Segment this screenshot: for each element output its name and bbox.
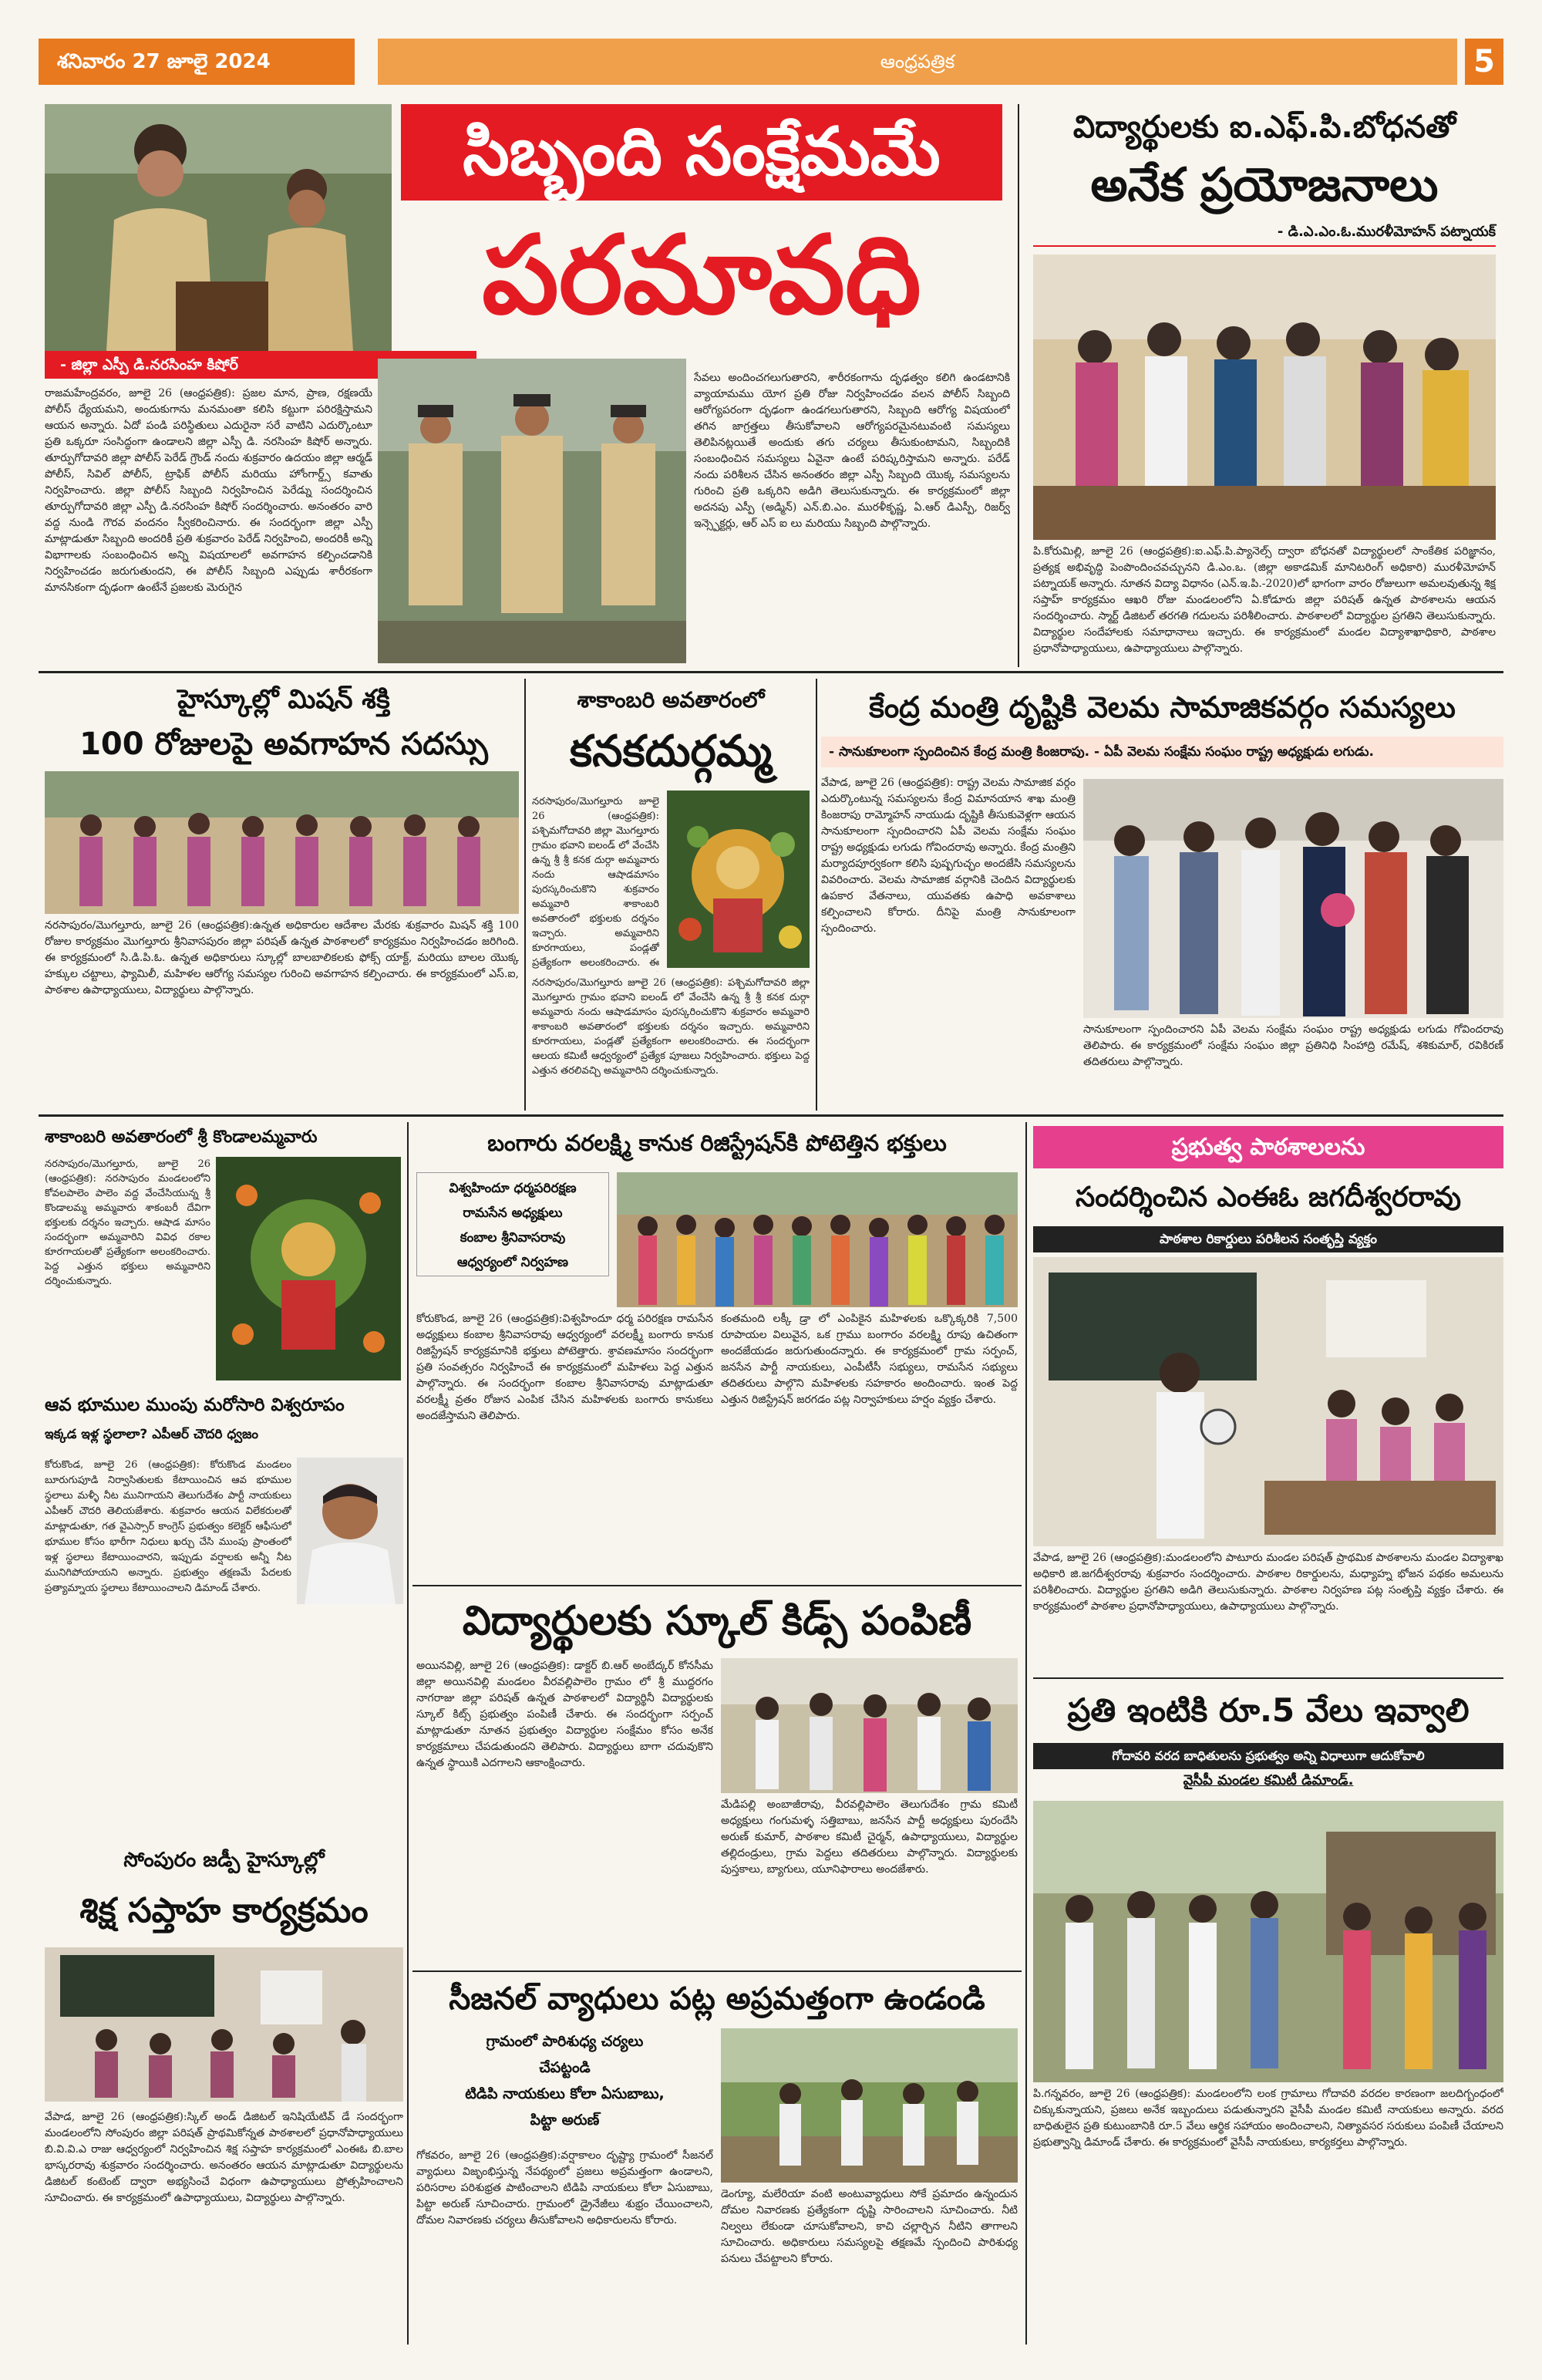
varalakshmi-sub-line-3: కంబాల శ్రీనివాసరావు (460, 1230, 566, 1246)
column-divider (816, 679, 817, 1111)
velama-body-col2: సానుకూలంగా స్పందించారని ఏపీ వెలమ సంక్షేమ సంఘం రాష్ట్ర అధ్యక్షుడు లగుడు గోవిందరావు తెలిపారు. ఈ కార్యక్రమంలో సంక్షేమ సంఘం జిల్లా ప్రతినిధి సింహాద్రి రమేష్, శశికుమార్, రవికిరణ్ తదితరులు పాల్గొన్నారు. (1083, 1023, 1503, 1068)
mission-students-photo (45, 771, 519, 914)
relief-headline: ప్రతి ఇంటికి రూ.5 వేలు ఇవ్వాలి (1067, 1691, 1470, 1729)
kits-body-col1: అయినవిల్లి, జూలై 26 (ఆంధ్రపత్రిక): డాక్టర్ బి.ఆర్ అంబేద్కర్ కోనసీమ జిల్లా అయినవిల్లి మండలం వీరవల్లిపాలెం గ్రామం లో శ్రీ ముద్దరగం నాగరాజు జిల్లా పరిషత్ ఉన్నత పాఠశాలలో విద్యార్థినీ విద్యార్థులకు స్కూల్ కిట్స్ ప్రభుత్వం పంపిణీ చేశారు. ఈ సందర్భంగా సర్పంచ్ మాట్లాడుతూ నూతన ప్రభుత్వం విద్యార్థుల సంక్షేమం కోసం అనేక కార్యక్రమాలు చేపడుతుందని తెలిపారు. విద్యార్థులు బాగా చదువుకొని ఉన్నత స్థాయికి ఎదగాలని ఆకాంక్షించారు. (416, 1660, 713, 1769)
lead-body-col2: సేవలు అందించగలుగుతారని, శారీరకంగాను దృఢత్వం కలిగి ఉండటానికి వ్యాయామము యోగ ప్రతి రోజు నిర్వహించడం వలన పోలీస్ సిబ్బంది ఆరోగ్యపరంగా దృఢంగా ఉండగలుగుతారని, సిబ్బంది ఆరోగ్య విషయంలో తగిన జాగ్రత్తలు తీసుకోవాలని ఆరోగ్యపరమైనటువంటి సమస్యలు తెలిపినట్లయితే అందుకు తగు చర్యలు తీసుకుంటామని, సిబ్బందికి సంబంధించిన సమస్యలు ఏవైనా ఉంటే పరిష్కరిస్తామని అన్నారు. పరేడ్ నందు పరిశీలన చేసిన అనంతరం జిల్లా ఎస్పీ సిబ్బంది యొక్క సమస్యలను గురించి ప్రతి ఒక్కరిని అడిగి తెలుసుకున్నారు. ఈ కార్యక్రమంలో జిల్లా అదనపు ఎస్పీ (అడ్మిన్) ఎన్.బి.ఎం. మురళీకృష్ణ, ఏ.ఆర్ డిఎస్పీ, రిజర్వ్ ఇన్స్పెక్టర్లు, ఆర్ ఎస్ ఐ లు మరియు సిబ్బంది పాల్గొన్నారు. (694, 372, 1010, 530)
chowdary-portrait-photo (297, 1458, 403, 1604)
lands-subheadline: ఇక్కడ ఇళ్ల స్థలాలా? ఎపీఆర్ చౌదరి ధ్వజం (45, 1427, 259, 1442)
ifp-headline-1: విద్యార్థులకు ఐ.ఎఫ్.పి.బోధనతో (1072, 110, 1456, 145)
section-divider (412, 1585, 1022, 1586)
lead-headline-1: సిబ్బంది సంక్షేమమే (401, 104, 1002, 201)
seasonal-sub-line-2: చేపట్టండి (539, 2059, 591, 2076)
relief-subheadline-2: వైసీపీ మండల కమిటీ డిమాండ్. (1183, 1772, 1354, 1788)
velama-byline: - సానుకూలంగా స్పందించిన కేంద్ర మంత్రి కింజరాపు. - ఏపీ వెలమ సంక్షేమ సంఘం రాష్ట్ర అధ్యక్షుడు లగుడు. (821, 737, 1503, 767)
paper-name: ఆంధ్రపత్రిక (378, 39, 1457, 85)
registration-crowd-photo (617, 1172, 1018, 1307)
kanaka-body-more: నరసాపురం/మొగల్తూరు జూలై 26 (ఆంధ్రపత్రిక): పశ్చిమగోదావరి జిల్లా మొగల్తూరు గ్రామం భవాని ఐలండ్ లో వేంచేసి ఉన్న శ్రీ శ్రీ కనక దుర్గా అమ్మవారు నందు ఆషాడమాసం పురస్కరించుకొని శుక్రవారం అమ్మవారి శాకాంబరి అవతారంలో భక్తులకు దర్శనం ఇచ్చారు. అమ్మవారిని కూరగాయలు, పండ్లతో ప్రత్యేకంగా అలంకరించారు. ఈ సందర్భంగా ఆలయ కమిటీ ఆధ్వర్యంలో ప్రత్యేక పూజలు నిర్వహించారు. భక్తులు పెద్ద ఎత్తున తరలివచ్చి అమ్మవారిని దర్శించుకున్నారు. (532, 977, 810, 1077)
konda-goddess-photo (216, 1157, 401, 1380)
sompuram-headline-1: సోంపురం జడ్పీ హైస్కూల్లో (123, 1849, 325, 1872)
goddess-photo (667, 791, 810, 968)
salute-photo (378, 359, 686, 663)
section-divider (39, 1114, 1503, 1117)
ifp-classroom-photo (1033, 255, 1496, 540)
sp-speaking-photo (45, 104, 392, 351)
seasonal-sub-line-4: పిట్టా అరుణ్ (530, 2112, 600, 2129)
flood-visit-photo (1033, 1801, 1503, 2082)
seasonal-body-col1: గోకవరం, జూలై 26 (ఆంధ్రపత్రిక):వర్షాకాలం దృష్ట్యా గ్రామంలో సీజనల్ వ్యాధులు విజృంభిస్తున్న నేపథ్యంలో ప్రజలు అప్రమత్తంగా ఉండాలని, పరిసరాల పరిశుభ్రత పాటించాలని టిడిపి నాయకులు కోలా ఏసుబాబు, పిట్టా అరుణ్ సూచించారు. గ్రామంలో డ్రైనేజీలు శుభ్రం చేయించాలని, దోమల నివారణకు చర్యలు తీసుకోవాలని అధికారులను కోరారు. (416, 2149, 713, 2227)
lead-headline-2: పరమావధి (482, 213, 921, 339)
seasonal-sub-line-1: గ్రామంలో పారిశుధ్య చర్యలు (486, 2033, 644, 2050)
minister-meeting-photo (1083, 779, 1503, 1018)
column-divider (524, 679, 526, 1111)
ifp-body: పి.కోరుమిల్లి, జూలై 26 (ఆంధ్రపత్రిక):ఐ.ఎఫ్.పి.ప్యానెల్స్ ద్వారా బోధనతో విద్యార్థులలో సాంకేతిక పరిజ్ఞానం, ప్రత్యక్ష అభివృద్ధి పెంపొందించవచ్చునని డి.ఎం.ఒ. (జిల్లా అకాడమిక్ మానిటరింగ్ అధికారి) మురళీమోహన్ పట్నాయక్ అన్నారు. నూతన విద్యా విధానం (ఎన్.ఇ.పి.-2020)లో భాగంగా వారం రోజులుగా అమలవుతున్న శిక్ష సప్తాహ్ కార్యక్రమం ఆఖరి రోజు మండలంలోని ఏ.కోడూరు జిల్లా పరిషత్ ఉన్నత పాఠశాలను ఆయన సందర్శించారు. స్మార్ట్ డిజిటల్ తరగతి గదులను పరిశీలించారు. పాఠశాలలో విద్యార్థుల ప్రగతిని తెలుసుకున్నారు. విద్యార్థుల సందేహాలకు సమాధానాలు ఇచ్చారు. ఈ కార్యక్రమంలో మండల విద్యాశాఖాధికారి, పాఠశాల ప్రధానోపాధ్యాయులు, ఉపాధ్యాయులు పాల్గొన్నారు. (1033, 545, 1496, 655)
relief-subheadline-1: గోదావరి వరద బాధితులను ప్రభుత్వం అన్ని విధాలుగా ఆదుకోవాలి (1033, 1743, 1503, 1769)
mandal-headline-1: ప్రభుత్వ పాఠశాలలను (1033, 1126, 1503, 1168)
ifp-byline: - డి.ఎ.ఎం.ఓ.మురళీమోహన్ పట్నాయక్ (1033, 224, 1496, 247)
varalakshmi-sub-line-1: విశ్వహిందూ ధర్మపరిరక్షణ (449, 1181, 577, 1196)
sompuram-body: వేపాడ, జూలై 26 (ఆంధ్రపత్రిక):స్కిల్ అండ్ డిజిటల్ ఇనిషియేటివ్ డే సందర్భంగా మండలంలోని సోంపురం జిల్లా పరిషత్ ప్రాథమికోన్నత పాఠశాలలో ప్రధానోపాధ్యాయులు బి.వి.వి.ఎ రాజు ఆధ్వర్యంలో నిర్వహించిన శిక్ష సప్తాహ కార్యక్రమంలో ఎంఈఓ బి.బాల భాస్కరరావు శుక్రవారం సందర్శించారు. అనంతరం ఆయన మాట్లాడుతూ విద్యార్థులను డిజిటల్ కంటెంట్ ద్వారా అభ్యసించే విధంగా ఉపాధ్యాయులు ప్రోత్సహించాలని సూచించారు. ఈ కార్యక్రమంలో ఉపాధ్యాయులు, విద్యార్థులు పాల్గొన్నారు. (45, 2111, 403, 2204)
kits-distribution-photo (721, 1658, 1018, 1793)
column-divider (1018, 104, 1019, 667)
column-divider (407, 1122, 409, 2345)
konda-body: నరసాపురం/మొగల్తూరు, జూలై 26 (ఆంధ్రపత్రిక): నరసాపురం మండలంలోని కోవలపాలెం పాలెం వద్ద వేంచేసియున్న శ్రీ కొండాలమ్మ అమ్మవారు శాకంబరీ దేవిగా భక్తులకు దర్శనం ఇచ్చారు. ఆషాడ మాసం సందర్భంగా అమ్మవారిని వివిధ రకాల కూరగాయలతో ప్రత్యేకంగా అలంకరించారు. పెద్ద ఎత్తున భక్తులు అమ్మవారిని దర్శించుకున్నారు. (45, 1158, 210, 1287)
varalakshmi-headline: బంగారు వరలక్ష్మి కానుక రిజిస్ట్రేషన్‌కి పోటెత్తిన భక్తులు (487, 1130, 947, 1156)
mandal-subheadline: పాఠశాల రికార్డులు పరిశీలన సంతృప్తి వ్యక్తం (1033, 1226, 1503, 1252)
kits-headline: విద్యార్థులకు స్కూల్ కిడ్స్ పంపిణీ (462, 1598, 972, 1644)
page-header (39, 39, 1503, 85)
kanaka-headline-2: కనకదుర్గమ్మ (569, 726, 773, 777)
page-number: 5 (1465, 39, 1503, 85)
varalakshmi-sub-line-2: రామసేన అధ్యక్షులు (463, 1205, 563, 1221)
varalakshmi-subhead-box (416, 1172, 609, 1276)
mandal-headline-2: సందర్శించిన ఎంఈఓ జగదీశ్వరరావు (1075, 1182, 1462, 1213)
varalakshmi-body-col1: కోరుకొండ, జూలై 26 (ఆంధ్రపత్రిక):విశ్వహిందూ ధర్మ పరిరక్షణ రామసేన అధ్యక్షులు కంబాల శ్రీనివాసరావు ఆధ్వర్యంలో వరలక్ష్మీ బంగారు కానుక రిజిస్ట్రేషన్ కార్యక్రమానికి భక్తులు పోటెత్తారు. శ్రావణమాసం సందర్భంగా ప్రతి సంవత్సరం నిర్వహించే ఈ కార్యక్రమంలో మహిళలు పెద్ద ఎత్తున పాల్గొన్నారు. ఈ సందర్భంగా కంబాల శ్రీనివాసరావు మాట్లాడుతూ వరలక్ష్మీ వ్రతం రోజున ఎంపిక చేసిన మహిళలకు బంగారు కానుకలు అందజేస్తామని తెలిపారు. (416, 1313, 713, 1422)
section-divider (39, 671, 1503, 673)
lands-headline: ఆవ భూముల ముంపు మరోసారి విశ్వరూపం (45, 1395, 345, 1415)
sompuram-classroom-photo (45, 1947, 403, 2102)
relief-body: పి.గన్నవరం, జూలై 26 (ఆంధ్రపత్రిక): మండలంలోని లంక గ్రామాలు గోదావరి వరదల కారణంగా జలదిగ్బంధంలో చిక్కుకున్నాయని, ప్రజలు అనేక ఇబ్బందులు పడుతున్నారని వైసీపీ మండల కమిటీ నాయకులు అన్నారు. వరద బాధితులైన ప్రతి కుటుంబానికి రూ.5 వేలు ఆర్థిక సహాయం అందించాలని, నిత్యావసర సరుకులు పంపిణీ చేయాలని ప్రభుత్వాన్ని డిమాండ్ చేశారు. ఈ కార్యక్రమంలో వైసీపీ నాయకులు, కార్యకర్తలు పాల్గొన్నారు. (1033, 2088, 1503, 2149)
lead-byline: - జిల్లా ఎస్పీ డి.నరసింహ కిషోర్ (45, 351, 476, 379)
kanaka-body-intro: నరసాపురం/మొగల్తూరు జూలై 26 (ఆంధ్రపత్రిక): పశ్చిమగోదావరి జిల్లా మొగల్తూరు గ్రామం భవాని ఐలండ్ లో వేంచేసి ఉన్న శ్రీ శ్రీ కనక దుర్గా అమ్మవారు నందు ఆషాడమాసం పురస్కరించుకొని శుక్రవారం అమ్మవారి శాకాంబరి అవతారంలో భక్తులకు దర్శనం ఇచ్చారు. అమ్మవారిని కూరగాయలు, పండ్లతో ప్రత్యేకంగా అలంకరించారు. ఈ (532, 796, 659, 969)
seasonal-sub-line-3: టిడిపి నాయకులు కోలా ఏసుబాబు, (465, 2085, 665, 2102)
mission-body: నరసాపురం/మొగల్తూరు, జూలై 26 (ఆంధ్రపత్రిక):ఉన్నత అధికారుల ఆదేశాల మేరకు శుక్రవారం మిషన్ శక్తి 100 రోజుల కార్యక్రమం మొగల్తూరు శ్రీనివాసపురం జిల్లా పరిషత్ ఉన్నత పాఠశాలలో కార్యక్రమం నిర్వహించడం జరిగింది. ఈ కార్యక్రమంలో సి.డి.పి.ఓ. ఉన్నత అధికారులు స్కూల్లో బాలబాలికలకు ఫోక్స్ యాక్ట్, మరియు బాలల యొక్క హక్కుల చట్టాలు, ఫ్యామిలీ, మహిళల ఆరోగ్య సమస్యల గురించి అవగాహన కల్పించారు. ఈ కార్యక్రమంలో ఎస్.ఐ, పాఠశాల ఉపాధ్యాయులు, విద్యార్థులు పాల్గొన్నారు. (45, 919, 519, 996)
kanaka-headline-1: శాకాంబరి అవతారంలో (577, 687, 765, 713)
lead-body-col1: రాజమహేంద్రవరం, జూలై 26 (ఆంధ్రపత్రిక): ప్రజల మాన, ప్రాణ, రక్షణయే పోలీస్ ధ్యేయమని, అందుకుగాను మనమంతా కలిసి కట్టుగా పరిరక్షిస్తామని ఆయన అన్నారు. ఏదో పండి పరిస్థితులు ఎదురైనా సరే వాటిని ఎదుర్కొంటూ ప్రతి ఒక్కరూ సంసిద్ధంగా ఉండాలని జిల్లా ఎస్పీ డి. నరసింహ కిషోర్ అన్నారు. తూర్పుగోదావరి జిల్లా పోలీస్ పెరేడ్ గ్రౌండ్ నందు శుక్రవారం ఉదయం జిల్లా ఆర్మడ్ పోలీస్, సివిల్ పోలీస్, ట్రాఫిక్ పోలీస్ మరియు హోంగార్డ్స్ కవాతు నిర్వహించారు. జిల్లా పోలీస్ సిబ్బంది నిర్వహించిన పెరేడ్ను సందర్శించిన తూర్పుగోదావరి జిల్లా ఎస్పీ డి.నరసింహ కిషోర్ సందర్శించారు. అనంతరం వారి వద్ద నుండి గౌరవ వందనం స్వీకరించినారు. ఈ సందర్భంగా జిల్లా ఎస్పీ మాట్లాడుతూ సిబ్బంది అందరికీ ప్రతి శుక్రవారం పెరేడ్ నిర్వహించి, అందరికీ అన్ని విభాగాలకు సంబంధించిన అన్ని విషయాలలో అవగాహన కల్పించడానికి నిర్వహించడం జరుగుతుందని, ఈ పోలీస్ సిబ్బంది ఎప్పుడు శారీరకంగా మానసికంగా దృఢంగా ఉంటేనే ప్రజలకు మెరుగైన (45, 387, 372, 594)
varalakshmi-body-col2: కంతమంది లక్కీ డ్రా లో ఎంపికైన మహిళలకు ఒక్కొక్కరికి 7,500 రూపాయల విలువైన, ఒక గ్రాము బంగారం వరలక్ష్మి రూపు ఉచితంగా అందజేయడం జరుగుతుందన్నారు. ఈ కార్యక్రమంలో గ్రామ సర్పంచ్, జనసేన పార్టీ నాయకులు, ఎంపీటీసీ సభ్యులు, రామసేన సభ్యులు తదితరులు పాల్గొని మహిళలకు సహకారం అందించారు. ఇంత పెద్ద ఎత్తున రిజిస్ట్రేషన్ జరగడం పట్ల నిర్వాహకులు హర్షం వ్యక్తం చేశారు. (721, 1313, 1018, 1406)
column-divider (1025, 1122, 1027, 2345)
seasonal-headline: సీజనల్ వ్యాధులు పట్ల అప్రమత్తంగా ఉండండి (449, 1981, 985, 2017)
seasonal-subhead-box (416, 2028, 713, 2144)
section-divider (1033, 1677, 1503, 1679)
mission-headline-2: 100 రోజులపై అవగాహన సదస్సు (79, 726, 488, 762)
issue-date: శనివారం 27 జూలై 2024 (39, 39, 355, 85)
section-divider (412, 1970, 1022, 1972)
velama-body-col1: వేపాడ, జూలై 26 (ఆంధ్రపత్రిక): రాష్ట్ర వెలమ సామాజిక వర్గం ఎదుర్కొంటున్న సమస్యలను కేంద్ర విమానయాన శాఖ మంత్రి కింజరాపు రామ్మోహన్ నాయుడు దృష్టికి తీసుకువెళ్లగా ఆయన సానుకూలంగా స్పందించారని ఏపీ వెలమ సంక్షేమ సంఘం రాష్ట్ర అధ్యక్షుడు లగుడు గోవిందరావు అన్నారు. కేంద్ర మంత్రిని మర్యాదపూర్వకంగా కలిసి పుష్పగుచ్ఛం అందజేసి సమస్యలను వివరించారు. వెలమ సామాజిక వర్గానికి చెందిన విద్యార్థులకు ఉపకార వేతనాలు, యువతకు ఉపాధి అవకాశాలు కల్పించాలని కోరారు. దీనిపై మంత్రి సానుకూలంగా స్పందించారు. (821, 777, 1076, 935)
mission-headline-1: హైస్కూల్లో మిషన్ శక్తి (177, 684, 390, 715)
kits-body-col2: మేడిపల్లి అంబాజీరావు, వీరవల్లిపాలెం తెలుగుదేశం గ్రామ కమిటీ అధ్యక్షులు గంగుమళ్ళ సత్తిబాబు, జనసేన పార్టీ అధ్యక్షులు పురందేసి అరుణ్ కుమార్, పాఠశాల కమిటీ చైర్మన్, ఉపాధ్యాయులు, విద్యార్థుల తల్లిదండ్రులు, గ్రామ పెద్దలు తదితరులు పాల్గొన్నారు. విద్యార్థులకు పుస్తకాలు, బ్యాగులు, యూనిఫారాలు అందజేశారు. (721, 1798, 1018, 1876)
mandal-body: వేపాడ, జూలై 26 (ఆంధ్రపత్రిక):మండలంలోని పాటూరు మండల పరిషత్ ప్రాథమిక పాఠశాలను మండల విద్యాశాఖ అధికారి జి.జగదీశ్వరరావు శుక్రవారం సందర్శించారు. పాఠశాల రికార్డులను, మధ్యాహ్న భోజన పథకం అమలును పరిశీలించారు. విద్యార్థుల ప్రగతిని అడిగి తెలుసుకున్నారు. పాఠశాల నిర్వహణ పట్ల సంతృప్తి వ్యక్తం చేశారు. ఈ కార్యక్రమంలో పాఠశాల ప్రధానోపాధ్యాయులు, ఉపాధ్యాయులు పాల్గొన్నారు. (1033, 1552, 1503, 1613)
ifp-headline-2: అనేక ప్రయోజనాలు (1090, 158, 1439, 212)
varalakshmi-sub-line-4: ఆధ్వర్యంలో నిర్వహణ (456, 1255, 569, 1270)
seasonal-body-col2: డెంగ్యూ, మలేరియా వంటి అంటువ్యాధులు సోకే ప్రమాదం ఉన్నందున దోమల నివారణకు ప్రత్యేకంగా దృష్టి సారించాలని సూచించారు. నీటి నిల్వలు లేకుండా చూసుకోవాలని, కాచి చల్లార్చిన నీటిని తాగాలని సూచించారు. అధికారులు సమస్యలపై తక్షణమే స్పందించి పారిశుధ్య పనులు చేపట్టాలని కోరారు. (721, 2188, 1018, 2265)
sompuram-headline-2: శిక్ష సప్తాహ కార్యక్రమం (79, 1891, 369, 1930)
meo-classroom-photo (1033, 1257, 1503, 1546)
lands-body: కోరుకొండ, జూలై 26 (ఆంధ్రపత్రిక): కోరుకొండ మండలం బూరుగుపూడి నిర్వాసితులకు కేటాయించిన ఆవ భూముల స్థలాలు మళ్ళీ నీట మునిగాయని తెలుగుదేశం పార్టీ నాయకులు ఎపీఆర్ చౌదరి తెలియజేశారు. శుక్రవారం ఆయన విలేకరులతో మాట్లాడుతూ, గత వైఎస్సార్ కాంగ్రెస్ ప్రభుత్వం కలెక్టర్ ఆఫీసులో భూముల కోసం భారీగా నిధులు ఖర్చు చేసి ముంపు ప్రాంతంలో ఇళ్ల స్థలాలు కేటాయించారని, ఇప్పుడు వర్షాలకు అన్నీ నీట మునిగిపోయాయని అన్నారు. ప్రభుత్వం తక్షణమే పేదలకు ప్రత్యామ్నాయ స్థలాలు కేటాయించాలని డిమాండ్ చేశారు. (45, 1459, 291, 1594)
velama-headline: కేంద్ర మంత్రి దృష్టికి వెలమ సామాజికవర్గం సమస్యలు (869, 690, 1456, 724)
sanitation-photo (721, 2028, 1018, 2183)
konda-headline: శాకాంబరి అవతారంలో శ్రీ కొండాలమ్మవారు (45, 1128, 318, 1147)
